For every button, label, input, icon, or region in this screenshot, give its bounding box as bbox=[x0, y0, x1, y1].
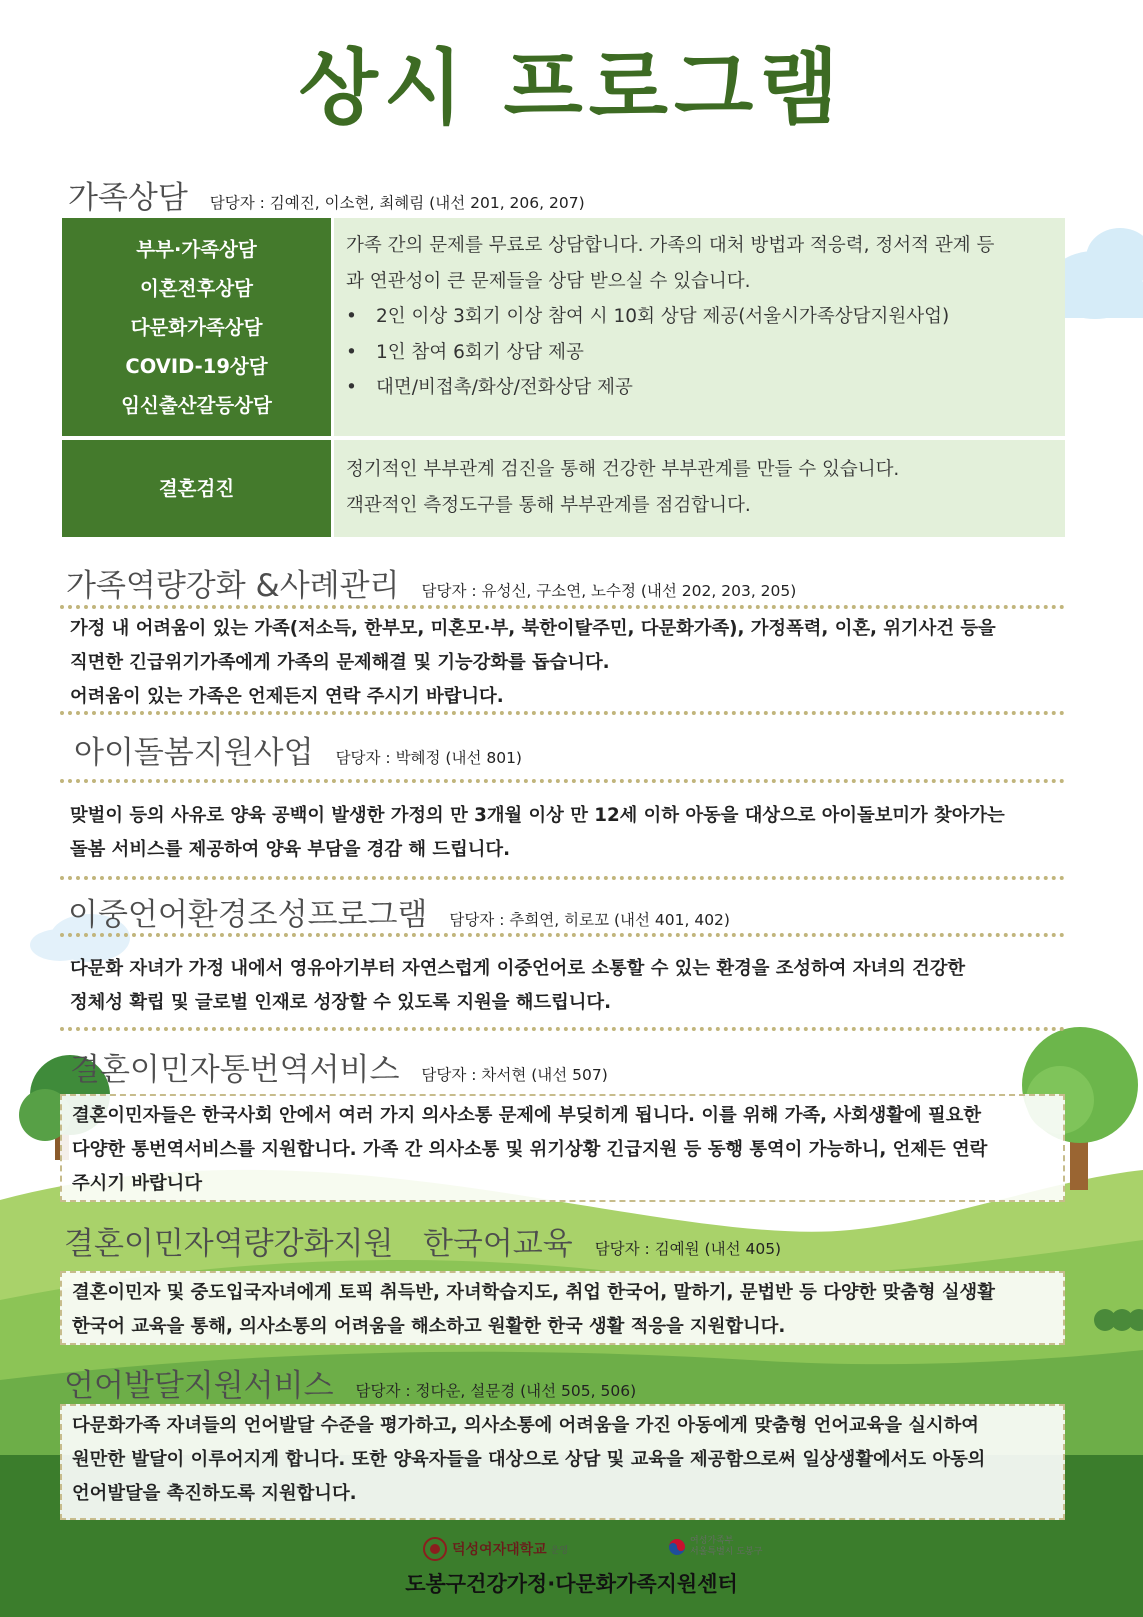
section-contact: 담당자 : 박혜정 (내선 801) bbox=[335, 749, 522, 767]
section-title: 결혼이민자통번역서비스 bbox=[70, 1052, 400, 1088]
dotted-divider bbox=[60, 711, 1065, 715]
section-interpretation-header bbox=[70, 1044, 608, 1089]
section-title: 이중언어환경조성프로그램 bbox=[68, 897, 428, 933]
bullet-icon: • bbox=[346, 306, 357, 327]
service-item: 부부·가족상담 bbox=[136, 237, 257, 261]
university-seal-icon bbox=[422, 1536, 448, 1562]
description-line: 가족 간의 문제를 무료로 상담합니다. 가족의 대처 방법과 적응력, 정서적 관계 등 bbox=[346, 235, 995, 256]
section-family-counseling-header bbox=[68, 172, 585, 217]
description-line: 정기적인 부부관계 검진을 통해 건강한 부부관계를 만들 수 있습니다. bbox=[346, 459, 900, 480]
section-contact: 담당자 : 정다운, 설문경 (내선 505, 506) bbox=[355, 1382, 637, 1400]
family-counseling-row bbox=[62, 218, 1065, 436]
dotted-divider bbox=[60, 933, 1065, 937]
service-item: COVID-19상담 bbox=[125, 354, 268, 378]
taegeuk-icon bbox=[668, 1538, 686, 1556]
dotted-divider bbox=[60, 1027, 1065, 1031]
service-list bbox=[62, 218, 331, 436]
section-case-management-header bbox=[66, 560, 796, 605]
bullet-icon: • bbox=[346, 377, 357, 398]
section-korean-education-header bbox=[64, 1218, 781, 1263]
section-title: 아이돌봄지원사업 bbox=[74, 735, 314, 771]
childcare-text: 맞벌이 등의 사유로 양육 공백이 발생한 가정의 만 3개월 이상 만 12세 이하 아동을 대상으로 아이돌보미가 찾아가는 돌봄 서비스를 제공하여 양육 부담을 경감 해 드립니다. bbox=[70, 805, 1005, 860]
section-title: 가족역량강화 &사례관리 bbox=[66, 568, 400, 604]
section-contact: 담당자 : 김예진, 이소현, 최혜림 (내선 201, 206, 207) bbox=[209, 194, 585, 212]
language-development-text-box: 다문화가족 자녀들의 언어발달 수준을 평가하고, 의사소통에 어려움을 가진 아동에게 맞춤형 언어교육을 실시하여 원만한 발달이 이루어지게 합니다. 또한 양육자들을 대상으로 상담 및 교육을 제공함으로써 일상생활에서도 아동의 언어발달을 촉진하도록 지원합니다. bbox=[60, 1404, 1065, 1520]
marriage-checkup-row bbox=[62, 440, 1065, 537]
section-language-development-header bbox=[64, 1360, 636, 1405]
ministry-logo: 여성가족부 서울특별시 도봉구 bbox=[668, 1536, 762, 1558]
center-name: 도봉구건강가정·다문화가족지원센터 bbox=[405, 1572, 738, 1596]
page-title: 상시 프로그램 bbox=[298, 41, 845, 136]
section-bilingual-header bbox=[68, 889, 730, 934]
bullet-item: • 2인 이상 3회기 이상 참여 시 10회 상담 제공(서울시가족상담지원사업) bbox=[346, 299, 1055, 335]
korean-education-text-box: 결혼이민자 및 중도입국자녀에게 토픽 취득반, 자녀학습지도, 취업 한국어, 말하기, 문법반 등 다양한 맞춤형 실생활 한국어 교육을 통해, 의사소통의 어려움을 해소하고 원활한 한국 생활 적응을 지원합니다. bbox=[60, 1271, 1065, 1345]
bullet-item: • 1인 참여 6회기 상담 제공 bbox=[346, 335, 1055, 371]
dotted-divider bbox=[60, 876, 1065, 880]
service-item: 다문화가족상담 bbox=[130, 315, 263, 339]
marriage-checkup-description bbox=[334, 440, 1065, 537]
section-title: 결혼이민자역량강화지원 한국어교육 bbox=[64, 1226, 573, 1262]
service-item: 임신출산갈등상담 bbox=[121, 393, 272, 417]
service-description bbox=[334, 218, 1065, 436]
description-line: 과 연관성이 큰 문제들을 상담 받으실 수 있습니다. bbox=[346, 270, 751, 292]
interpretation-text-box: 결혼이민자들은 한국사회 안에서 여러 가지 의사소통 문제에 부딪히게 됩니다. 이를 위해 가족, 사회생활에 필요한 다양한 통번역서비스를 지원합니다. 가족 간 의사소통 및 위기상황 긴급지원 등 동행 통역이 가능하니, 언제든 연락 주시기 바랍니다 bbox=[60, 1094, 1065, 1202]
section-contact: 담당자 : 추희연, 히로꼬 (내선 401, 402) bbox=[449, 911, 730, 929]
dotted-divider bbox=[60, 779, 1065, 783]
marriage-checkup-label: 결혼검진 bbox=[62, 440, 331, 537]
section-contact: 담당자 : 차서현 (내선 507) bbox=[421, 1066, 608, 1084]
university-logo: 덕성여자대학교 운영 bbox=[422, 1536, 568, 1562]
service-item: 이혼전후상담 bbox=[139, 276, 254, 300]
bullet-item: • 대면/비접촉/화상/전화상담 제공 bbox=[346, 370, 1055, 406]
section-contact: 담당자 : 김예원 (내선 405) bbox=[594, 1240, 782, 1258]
dotted-divider bbox=[60, 605, 1065, 609]
section-title: 언어발달지원서비스 bbox=[64, 1368, 334, 1404]
case-management-text: 가정 내 어려움이 있는 가족(저소득, 한부모, 미혼모·부, 북한이탈주민, 다문화가족), 가정폭력, 이혼, 위기사건 등을 직면한 긴급위기가족에게 가족의 문제해결 및 기능강화를 돕습니다. 어려움이 있는 가족은 언제든지 연락 주시기 바랍니다. bbox=[70, 618, 996, 707]
section-contact: 담당자 : 유성신, 구소연, 노수정 (내선 202, 203, 205) bbox=[421, 582, 797, 600]
section-childcare-header bbox=[74, 727, 522, 772]
bilingual-text: 다문화 자녀가 가정 내에서 영유아기부터 자연스럽게 이중언어로 소통할 수 있는 환경을 조성하여 자녀의 건강한 정체성 확립 및 글로벌 인재로 성장할 수 있도록 지원을 해드립니다. bbox=[70, 958, 966, 1013]
description-line: 객관적인 측정도구를 통해 부부관계를 점검합니다. bbox=[346, 494, 751, 516]
section-title: 가족상담 bbox=[68, 180, 188, 216]
bullet-icon: • bbox=[346, 341, 357, 363]
